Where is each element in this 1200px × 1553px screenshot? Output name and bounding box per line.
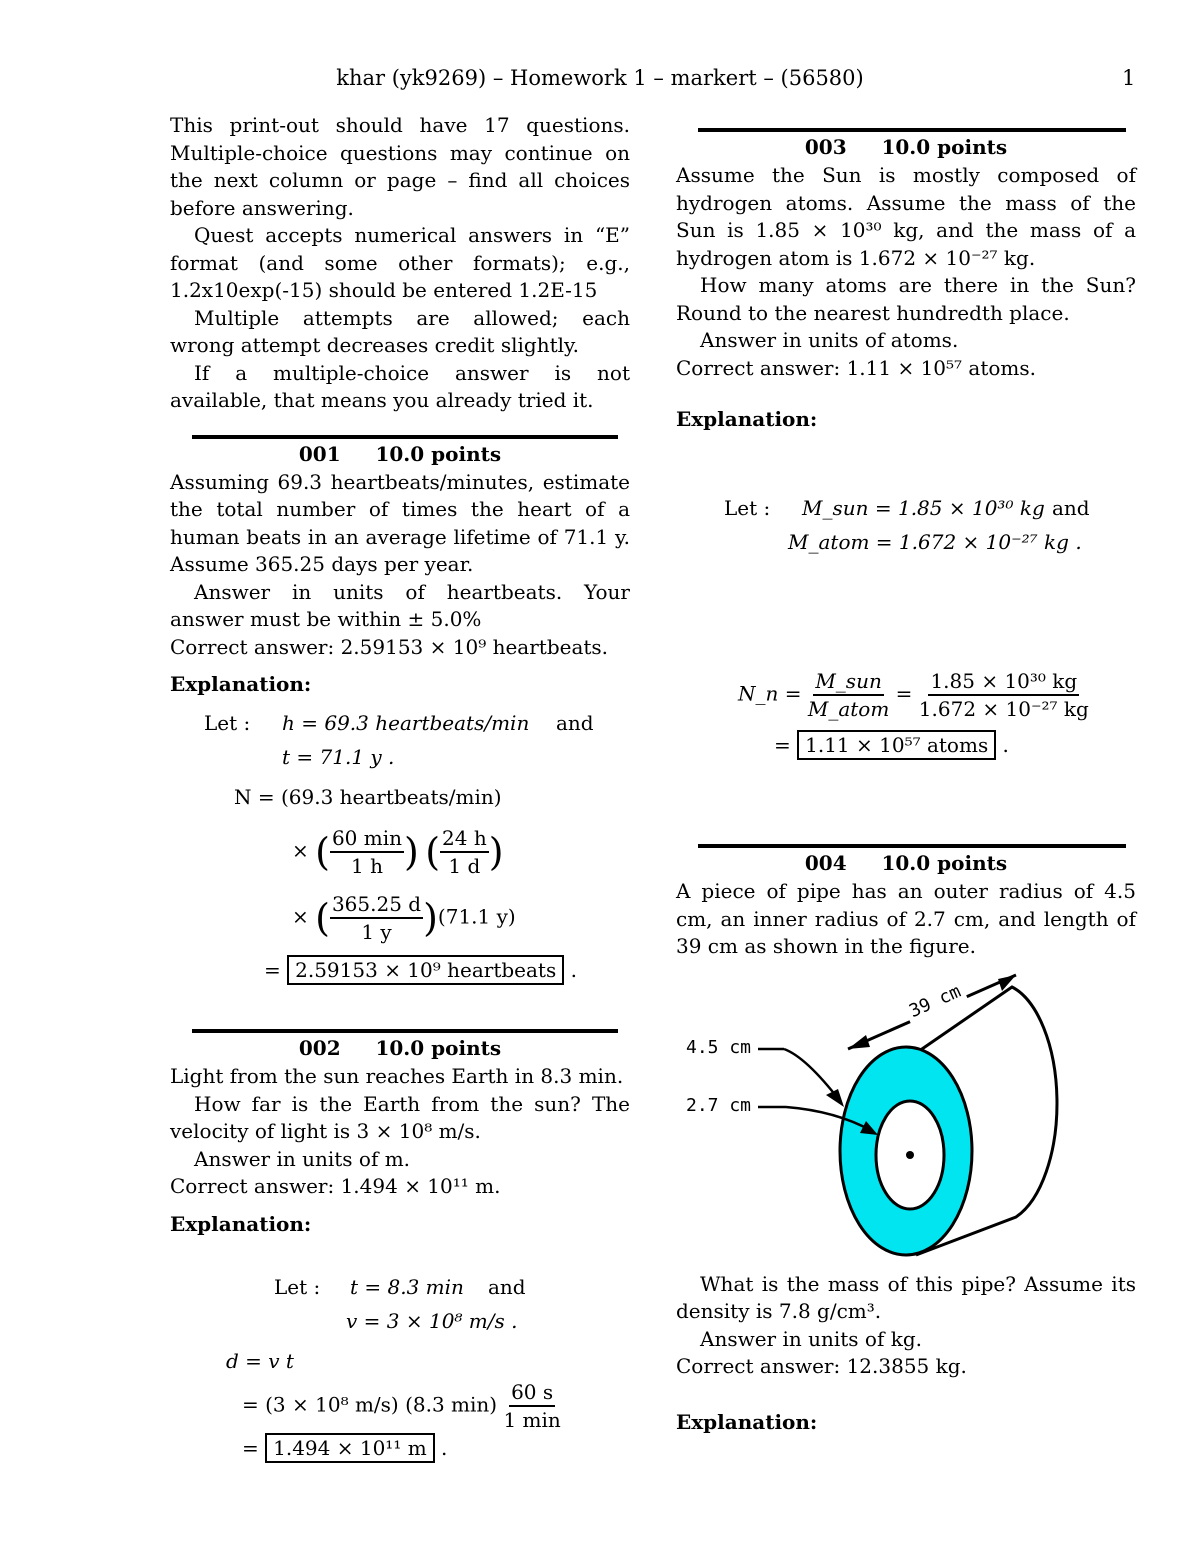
- q2-units: Answer in units of m.: [194, 1146, 411, 1171]
- label-length: 39 cm: [902, 979, 967, 1023]
- pipe-figure: [676, 961, 1136, 1271]
- q4-units: Answer in units of kg.: [700, 1326, 922, 1351]
- q1-math: Let : h = 69.3 heartbeats/min and t = 71.1 y . N = (69.3 heartbeats/min) × ( $\frac{60 \min}{1 h}$ ) ( $\frac{24 h}{1 d}$ ) × ( $\frac{365.25 d}{1 y}$ )(71.1 y) = 2.59153 × 10⁹ heartbeats .: [170, 699, 630, 1029]
- q1-heading: 001 10.0 points: [298, 441, 502, 466]
- intro-p1: This print-out should have 17 questions. Multiple-choice questions may continue on the next column or page – find all choices before answering.: [170, 113, 630, 220]
- q3-explanation: Explanation:: [676, 407, 818, 431]
- q3-units: Answer in units of atoms.: [700, 328, 959, 352]
- q1-text: Assuming 69.3 heartbeats/minutes, estimate the total number of times the heart of a human beats in an average lifetime of 71.1 y. Assume 365.25 days per year.: [170, 469, 630, 576]
- q3-text: Assume the Sun is mostly composed of hydrogen atoms. Assume the mass of the Sun is 1.85 × 10³⁰ kg, and the mass of a hydrogen atom is 1.672 × 10⁻²⁷ kg.: [676, 163, 1136, 270]
- q4-heading: 004 10.0 points: [804, 851, 1008, 875]
- q3-text2: How many atoms are there in the Sun? Round to the nearest hundredth place.: [676, 273, 1136, 325]
- left-column: [170, 112, 630, 1459]
- q4-explanation: Explanation:: [676, 1409, 818, 1434]
- q2-answer: Correct answer: 1.494 × 10¹¹ m.: [170, 1174, 501, 1198]
- label-outer-radius: 4.5 cm: [686, 1036, 752, 1058]
- q3-result-box: 1.11 × 10⁵⁷ atoms: [797, 730, 996, 760]
- q2-math: Let : t = 8.3 min and v = 3 × 10⁸ m/s . d = v t = (3 × 10⁸ m/s) (8.3 min) $\frac{60 s}{1 \min}$ = 1.494 × 10¹¹ m .: [170, 1239, 630, 1459]
- page-number: 1: [1122, 66, 1136, 90]
- intro-p3: Multiple attempts are allowed; each wrong attempt decreases credit slightly.: [170, 305, 630, 357]
- q1-result-box: 2.59153 × 10⁹ heartbeats: [287, 955, 564, 985]
- q1-units: Answer in units of heartbeats. Your answer must be within ± 5.0%: [170, 579, 630, 631]
- q1-answer: Correct answer: 2.59153 × 10⁹ heartbeats.: [170, 634, 609, 659]
- q2-heading: 002 10.0 points: [298, 1036, 502, 1060]
- label-inner-radius: 2.7 cm: [686, 1094, 752, 1116]
- q4-text2: What is the mass of this pipe? Assume its density is 7.8 g/cm³.: [676, 1271, 1136, 1323]
- q2-text: Light from the sun reaches Earth in 8.3 min.: [170, 1064, 624, 1088]
- intro-p4: If a multiple-choice answer is not available, that means you already tried it.: [170, 360, 630, 412]
- q4-text: A piece of pipe has an outer radius of 4.5 cm, an inner radius of 2.7 cm, and length of 39 cm as shown in the figure.: [676, 879, 1136, 958]
- q2-text2: How far is the Earth from the sun? The velocity of light is 3 × 10⁸ m/s.: [170, 1091, 630, 1143]
- page-header: [0, 66, 1200, 96]
- right-column: [676, 112, 1136, 1437]
- intro-p2: Quest accepts numerical answers in “E” format (and some other formats); e.g., 1.2x10exp(-15) should be entered 1.2E-15: [170, 223, 630, 302]
- header-title: khar (yk9269) – Homework 1 – markert – (56580): [336, 66, 864, 90]
- q3-heading: 003 10.0 points: [804, 135, 1008, 159]
- q1-explanation: Explanation:: [170, 672, 312, 696]
- q4-answer: Correct answer: 12.3855 kg.: [676, 1354, 967, 1378]
- q3-math: Let : M_sun = 1.85 × 10³⁰ kg and M_atom = 1.672 × 10⁻²⁷ kg . N_n = $\frac{\text{M\_sun}}{\text{M\_atom}}$ = $\frac{\text{1.85 × 10³⁰ kg}}{\text{1.672 × 10⁻²⁷ kg}}$ = 1.11 × 10⁵⁷ atoms .: [676, 434, 1136, 844]
- q2-explanation: Explanation:: [170, 1211, 312, 1236]
- q3-answer: Correct answer: 1.11 × 10⁵⁷ atoms.: [676, 355, 1037, 380]
- q2-result-box: 1.494 × 10¹¹ m: [265, 1433, 435, 1463]
